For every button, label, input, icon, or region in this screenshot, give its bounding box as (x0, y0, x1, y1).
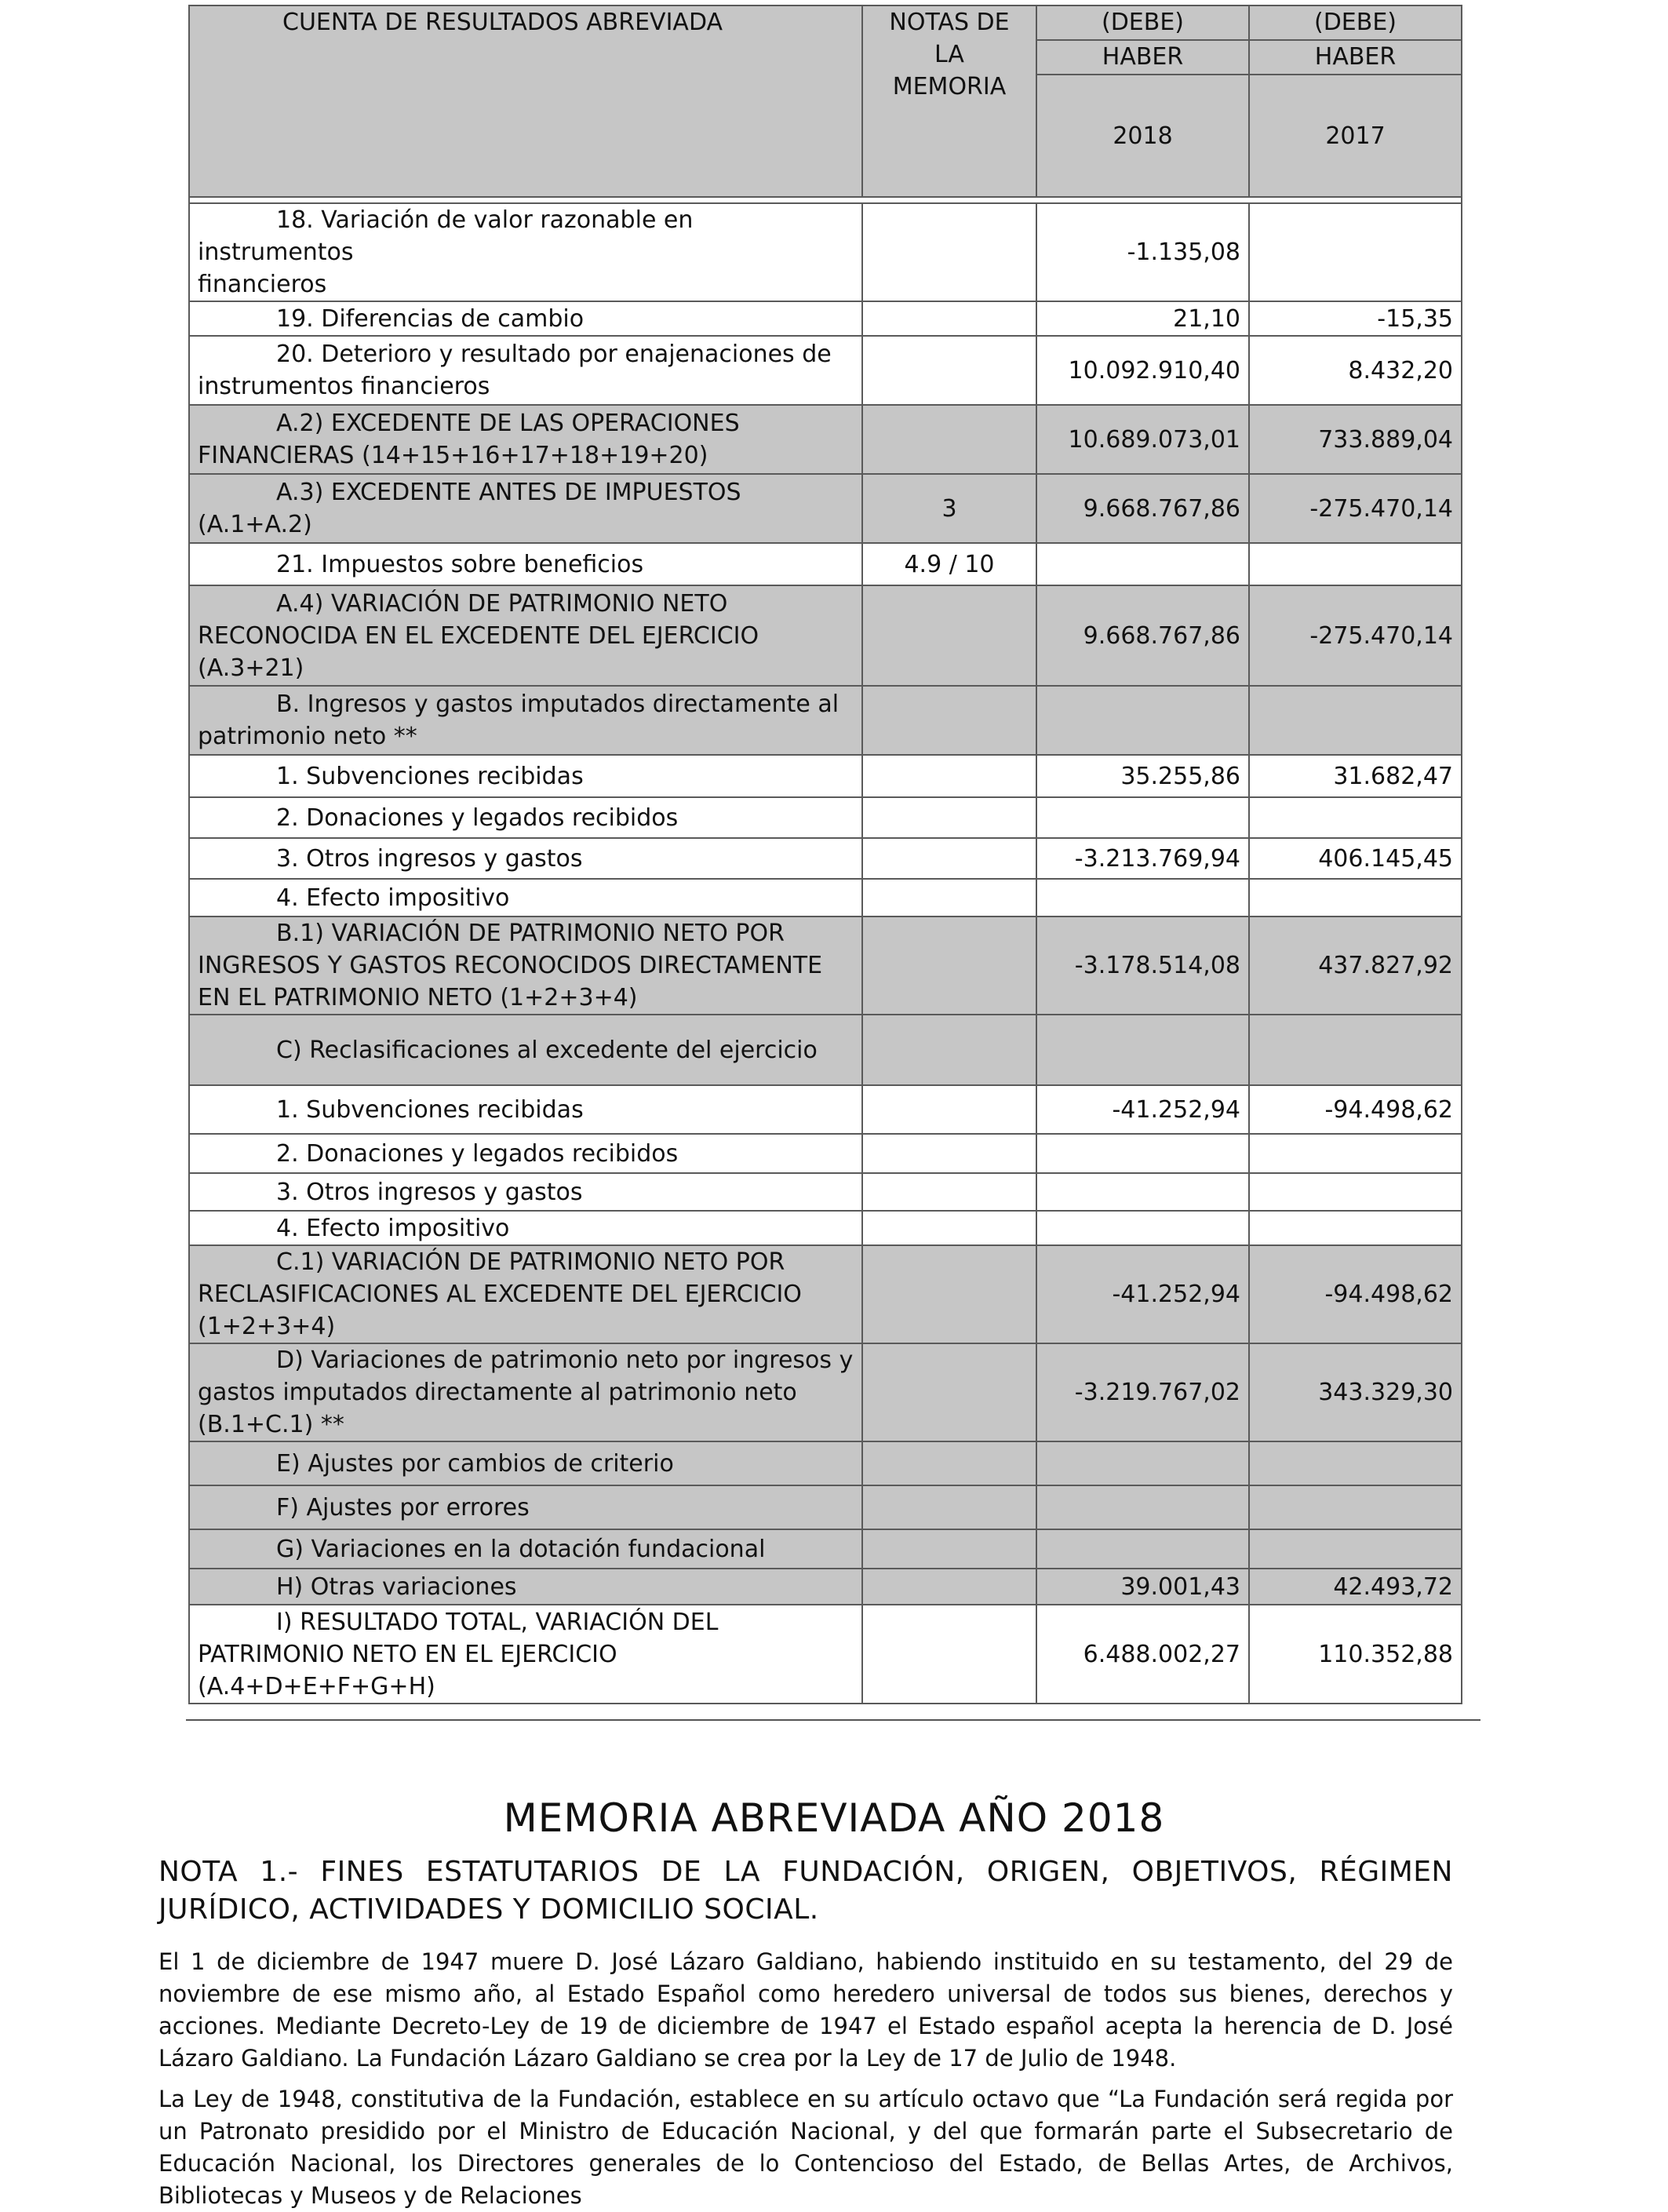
row-label-text: gastos imputados directamente al patrimonio neto (198, 1379, 797, 1406)
row-label-line (198, 1344, 854, 1376)
row-label-text: 4. Efecto impositivo (276, 1214, 510, 1242)
header-notes-line2: LA (934, 41, 964, 68)
row-label-text: E) Ajustes por cambios de criterio (276, 1449, 674, 1478)
header-haber-2018: HABER (1036, 40, 1249, 75)
row-value-2017: -275.470,14 (1249, 474, 1462, 543)
row-value-2018 (1036, 1173, 1249, 1211)
row-label-text: A.3) EXCEDENTE ANTES DE IMPUESTOS (276, 479, 741, 506)
row-value-2018: 10.092.910,40 (1036, 336, 1249, 405)
row-value-2018: 10.689.073,01 (1036, 405, 1249, 474)
header-year-2017: 2017 (1249, 75, 1462, 197)
row-value-2018 (1036, 1441, 1249, 1485)
header-year-2018: 2018 (1036, 75, 1249, 197)
table-row (189, 1529, 1462, 1569)
row-label-line (198, 338, 854, 370)
row-value-2018 (1036, 1485, 1249, 1529)
row-label-text: B.1) VARIACIÓN DE PATRIMONIO NETO POR (276, 920, 785, 947)
table-row (189, 1211, 1462, 1245)
row-label-line (198, 802, 854, 834)
nota-1-heading: NOTA 1.- FINES ESTATUTARIOS DE LA FUNDACIÓN, ORIGEN, OBJETIVOS, RÉGIMEN JURÍDICO, ACTIVIDADES Y DOMICILIO SOCIAL. (158, 1856, 1453, 1926)
row-value-2017: 8.432,20 (1249, 336, 1462, 405)
row-label (189, 1529, 862, 1569)
row-note (862, 1245, 1036, 1343)
row-label-text: A.2) EXCEDENTE DE LAS OPERACIONES (276, 410, 740, 437)
row-note (862, 301, 1036, 336)
row-label-line (198, 1310, 854, 1343)
row-label-text: instrumentos financieros (198, 373, 490, 400)
row-label-text: (A.3+21) (198, 654, 304, 682)
row-value-2018 (1036, 1211, 1249, 1245)
row-value-2018 (1036, 879, 1249, 917)
row-label-line (198, 652, 854, 684)
row-value-2017 (1249, 1015, 1462, 1085)
table-row (189, 1173, 1462, 1211)
row-label-line (198, 1376, 854, 1408)
table-row (189, 474, 1462, 543)
row-label-text: 19. Diferencias de cambio (276, 304, 585, 333)
row-label (189, 543, 862, 585)
table-row (189, 797, 1462, 838)
row-note: 4.9 / 10 (862, 543, 1036, 585)
row-label-line (198, 1246, 854, 1278)
row-label-line (198, 982, 854, 1014)
row-label-line (198, 548, 854, 581)
row-value-2017 (1249, 203, 1462, 301)
row-label (189, 838, 862, 879)
row-value-2018: 21,10 (1036, 301, 1249, 336)
row-label-text: EN EL PATRIMONIO NETO (1+2+3+4) (198, 984, 638, 1011)
row-label-text: financieros (198, 271, 327, 298)
row-label-line (198, 1571, 854, 1603)
row-label-line (198, 1278, 854, 1310)
paragraph-1: El 1 de diciembre de 1947 muere D. José Lázaro Galdiano, habiendo instituido en su testamento, del 29 de noviembre de ese mismo año, al Estado Español como heredero universal de todos sus bienes, derechos y acciones. Mediante Decreto-Ley de 19 de diciembre de 1947 el Estado español acepta la herencia de D. José Lázaro Galdiano. La Fundación Lázaro Galdiano se crea por la Ley de 17 de Julio de 1948. (158, 1948, 1453, 2072)
row-label-text: 21. Impuestos sobre beneficios (276, 550, 644, 578)
table-row (189, 1569, 1462, 1605)
row-label-line (198, 476, 854, 508)
row-note (862, 1529, 1036, 1569)
row-label-text: 1. Subvenciones recibidas (276, 762, 584, 790)
income-statement-table (188, 5, 1462, 1704)
row-value-2018: -41.252,94 (1036, 1245, 1249, 1343)
table-row (189, 879, 1462, 917)
row-label (189, 755, 862, 797)
row-label-line (198, 720, 854, 753)
row-value-2018: 39.001,43 (1036, 1569, 1249, 1605)
row-label-line (198, 1094, 854, 1126)
row-label-text: C.1) VARIACIÓN DE PATRIMONIO NETO POR (276, 1248, 785, 1276)
row-label-text: 2. Donaciones y legados recibidos (276, 804, 679, 832)
row-label-line (198, 439, 854, 472)
row-note (862, 1015, 1036, 1085)
row-label (189, 1134, 862, 1173)
row-label-line (198, 760, 854, 793)
row-note (862, 1569, 1036, 1605)
row-label-line (198, 882, 854, 914)
row-value-2017: 343.329,30 (1249, 1343, 1462, 1441)
row-label-text: 18. Variación de valor razonable en instrumentos (198, 206, 694, 266)
header-debe-2017: (DEBE) (1249, 5, 1462, 40)
header-row-1 (189, 5, 1462, 40)
row-value-2017 (1249, 1134, 1462, 1173)
row-value-2018: 9.668.767,86 (1036, 585, 1249, 686)
row-label-line (198, 508, 854, 541)
row-label (189, 1015, 862, 1085)
row-label-text: 4. Efecto impositivo (276, 884, 510, 912)
row-label-line (198, 1176, 854, 1208)
row-label-text: F) Ajustes por errores (276, 1493, 530, 1521)
row-note (862, 838, 1036, 879)
row-value-2018: 6.488.002,27 (1036, 1605, 1249, 1704)
row-label-line (198, 1408, 854, 1441)
row-label (189, 1085, 862, 1134)
row-value-2017: 406.145,45 (1249, 838, 1462, 879)
header-title: CUENTA DE RESULTADOS ABREVIADA (189, 5, 862, 197)
row-note (862, 917, 1036, 1015)
row-value-2017: 31.682,47 (1249, 755, 1462, 797)
row-value-2018 (1036, 1529, 1249, 1569)
row-value-2017 (1249, 1485, 1462, 1529)
row-value-2017 (1249, 543, 1462, 585)
row-note (862, 1134, 1036, 1173)
row-label-text: H) Otras variaciones (276, 1572, 517, 1601)
row-note (862, 203, 1036, 301)
row-label-text: D) Variaciones de patrimonio neto por ingresos y (276, 1347, 854, 1374)
row-label-text: 20. Deterioro y resultado por enajenaciones de (276, 341, 832, 368)
row-value-2018: 9.668.767,86 (1036, 474, 1249, 543)
row-label-line (198, 1448, 854, 1480)
row-label-line (198, 620, 854, 652)
table-row (189, 1015, 1462, 1085)
row-label (189, 1211, 862, 1245)
row-value-2018: -41.252,94 (1036, 1085, 1249, 1134)
table-row (189, 755, 1462, 797)
row-label-text: (A.4+D+E+F+G+H) (198, 1672, 435, 1700)
row-value-2017 (1249, 879, 1462, 917)
row-label (189, 301, 862, 336)
row-label (189, 686, 862, 755)
row-label-text: RECLASIFICACIONES AL EXCEDENTE DEL EJERCICIO (198, 1281, 802, 1308)
row-value-2018: -3.219.767,02 (1036, 1343, 1249, 1441)
row-label (189, 1343, 862, 1441)
header-notes-line3: MEMORIA (892, 73, 1007, 100)
row-value-2017: 437.827,92 (1249, 917, 1462, 1015)
row-label-line (198, 588, 854, 620)
row-label (189, 1441, 862, 1485)
row-label (189, 474, 862, 543)
table-row (189, 1085, 1462, 1134)
row-value-2018 (1036, 797, 1249, 838)
row-label-line (198, 1492, 854, 1524)
table-row (189, 405, 1462, 474)
row-note (862, 1211, 1036, 1245)
row-note (862, 1485, 1036, 1529)
row-note (862, 879, 1036, 917)
row-note (862, 405, 1036, 474)
row-label-text: C) Reclasificaciones al excedente del ejercicio (276, 1036, 818, 1064)
table-row (189, 838, 1462, 879)
row-label-text: FINANCIERAS (14+15+16+17+18+19+20) (198, 442, 708, 469)
table-row (189, 917, 1462, 1015)
row-label-line (198, 1638, 854, 1671)
row-label (189, 1569, 862, 1605)
row-note (862, 336, 1036, 405)
table-row (189, 1605, 1462, 1704)
row-value-2017: -94.498,62 (1249, 1085, 1462, 1134)
memoria-title: MEMORIA ABREVIADA AÑO 2018 (503, 1795, 1165, 1841)
row-note (862, 686, 1036, 755)
row-value-2017: -94.498,62 (1249, 1245, 1462, 1343)
table-body (189, 203, 1462, 1704)
row-label-line (198, 949, 854, 982)
table-row (189, 543, 1462, 585)
row-note (862, 1173, 1036, 1211)
row-value-2018: -3.213.769,94 (1036, 838, 1249, 879)
row-label-line (198, 303, 854, 335)
row-label-line (198, 407, 854, 439)
row-label (189, 336, 862, 405)
row-note (862, 1441, 1036, 1485)
row-value-2017 (1249, 797, 1462, 838)
row-value-2017 (1249, 1441, 1462, 1485)
row-label-text: RECONOCIDA EN EL EXCEDENTE DEL EJERCICIO (198, 621, 759, 650)
row-value-2017: 42.493,72 (1249, 1569, 1462, 1605)
row-label (189, 917, 862, 1015)
header-notes (862, 5, 1036, 197)
row-value-2018: -3.178.514,08 (1036, 917, 1249, 1015)
row-label-text: 2. Donaciones y legados recibidos (276, 1139, 679, 1168)
row-label-line (198, 204, 854, 268)
row-label-line (198, 370, 854, 403)
table-row (189, 1485, 1462, 1529)
row-label-text: (B.1+C.1) ** (198, 1411, 344, 1438)
header-debe-2018: (DEBE) (1036, 5, 1249, 40)
row-label-line (198, 917, 854, 949)
row-value-2017: 733.889,04 (1249, 405, 1462, 474)
row-label-text: 3. Otros ingresos y gastos (276, 1178, 583, 1206)
row-label (189, 1245, 862, 1343)
row-note (862, 585, 1036, 686)
header-spacer (189, 197, 1462, 203)
row-label-line (198, 1034, 854, 1066)
table-row (189, 1343, 1462, 1441)
row-label (189, 1173, 862, 1211)
row-value-2018 (1036, 1015, 1249, 1085)
row-label-text: G) Variaciones en la dotación fundacional (276, 1535, 766, 1563)
row-label-line (198, 688, 854, 720)
row-label-text: I) RESULTADO TOTAL, VARIACIÓN DEL (276, 1608, 719, 1636)
table-row (189, 301, 1462, 336)
row-note (862, 755, 1036, 797)
row-label-line (198, 843, 854, 875)
bottom-rule (186, 1719, 1480, 1721)
row-label (189, 203, 862, 301)
header-notes-line1: NOTAS DE (889, 9, 1010, 36)
row-value-2017: -275.470,14 (1249, 585, 1462, 686)
table-row (189, 585, 1462, 686)
row-label (189, 879, 862, 917)
table-row (189, 1245, 1462, 1343)
paragraph-2: La Ley de 1948, constitutiva de la Fundación, establece en su artículo octavo que “La Fundación será regida por un Patronato presidido por el Ministro de Educación Nacional, y del que formarán parte el Subsecretario de Educación Nacional, los Directores generales de lo Contencioso del Estado, de Bellas Artes, de Archivos, Bibliotecas y Museos y de Relaciones (158, 2086, 1453, 2209)
table-row (189, 336, 1462, 405)
row-label-line (198, 1606, 854, 1638)
table-row (189, 203, 1462, 301)
row-label-line (198, 1138, 854, 1170)
row-value-2017 (1249, 1529, 1462, 1569)
row-value-2018 (1036, 1134, 1249, 1173)
row-value-2017 (1249, 1211, 1462, 1245)
row-label (189, 1485, 862, 1529)
row-note: 3 (862, 474, 1036, 543)
row-label-line (198, 268, 854, 301)
row-label (189, 585, 862, 686)
row-label-text: A.4) VARIACIÓN DE PATRIMONIO NETO (276, 589, 728, 618)
row-value-2018 (1036, 543, 1249, 585)
row-value-2018: 35.255,86 (1036, 755, 1249, 797)
row-label-text: B. Ingresos y gastos imputados directamente al (276, 691, 839, 718)
row-value-2017: -15,35 (1249, 301, 1462, 336)
row-label-text: 3. Otros ingresos y gastos (276, 844, 583, 873)
header-haber-2017: HABER (1249, 40, 1462, 75)
row-note (862, 797, 1036, 838)
row-label-text: INGRESOS Y GASTOS RECONOCIDOS DIRECTAMENTE (198, 952, 823, 979)
row-label-text: (A.1+A.2) (198, 511, 312, 538)
row-label-line (198, 1671, 854, 1703)
row-label-line (198, 1212, 854, 1244)
row-note (862, 1343, 1036, 1441)
row-note (862, 1085, 1036, 1134)
row-value-2017: 110.352,88 (1249, 1605, 1462, 1704)
row-label (189, 405, 862, 474)
row-value-2018: -1.135,08 (1036, 203, 1249, 301)
row-label-text: 1. Subvenciones recibidas (276, 1095, 584, 1124)
row-label (189, 797, 862, 838)
row-note (862, 1605, 1036, 1704)
row-value-2017 (1249, 1173, 1462, 1211)
row-label-text: PATRIMONIO NETO EN EL EJERCICIO (198, 1640, 617, 1668)
table-row (189, 1441, 1462, 1485)
row-label (189, 1605, 862, 1704)
row-label-text: (1+2+3+4) (198, 1313, 336, 1340)
row-value-2017 (1249, 686, 1462, 755)
row-value-2018 (1036, 686, 1249, 755)
row-label-text: patrimonio neto ** (198, 723, 417, 750)
row-label-line (198, 1533, 854, 1565)
table-row (189, 686, 1462, 755)
table-row (189, 1134, 1462, 1173)
